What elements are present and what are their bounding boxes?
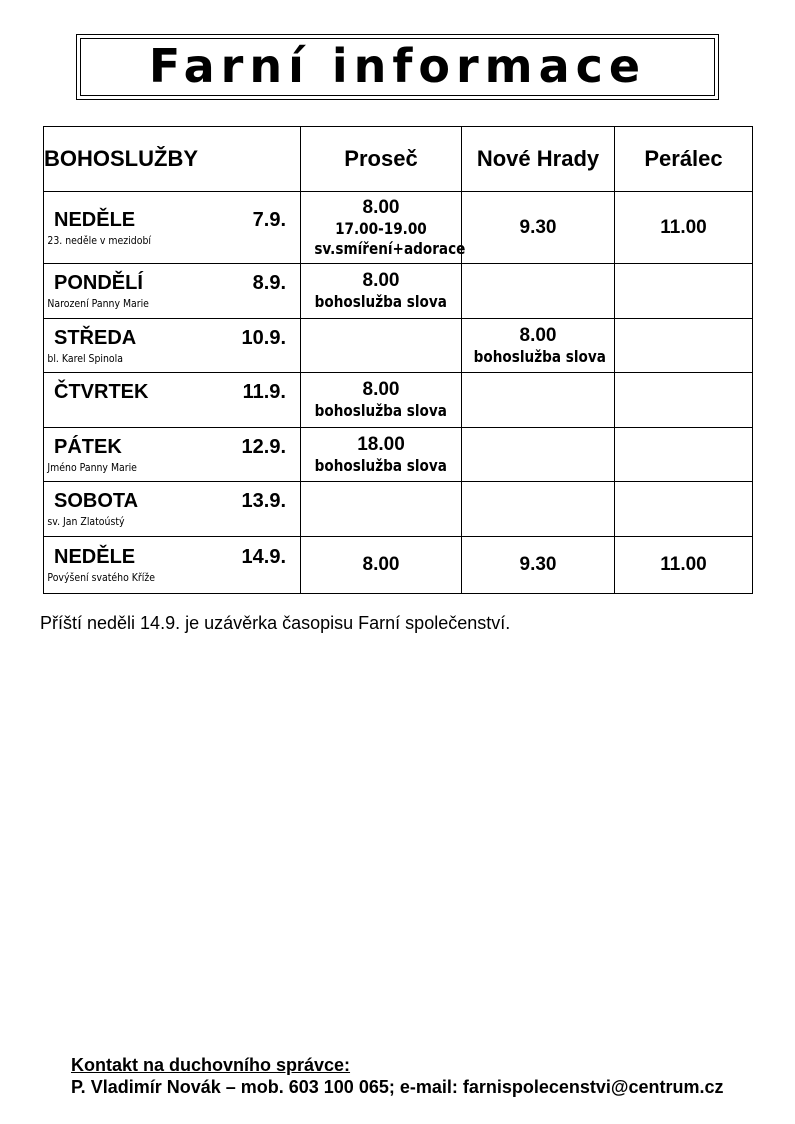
feast-name: Narození Panny Marie [47, 297, 149, 310]
feast-name: bl. Karel Spinola [47, 351, 123, 365]
service-note: bohoslužba slova [314, 455, 448, 475]
prosec-cell [301, 319, 462, 373]
day-date: 11.9. [242, 381, 286, 403]
prosec-cell [301, 373, 462, 428]
day-date: 14.9. [241, 546, 286, 568]
feast-name: sv. Jan Zlatoústý [47, 515, 125, 528]
prosec-cell [301, 264, 462, 319]
service-time: 11.00 [660, 216, 707, 238]
schedule-table [43, 126, 753, 594]
table-row [44, 192, 753, 264]
table-row [44, 264, 753, 319]
peralec-cell [615, 192, 753, 264]
feast-name: Jméno Panny Marie [47, 460, 137, 474]
nove-hrady-cell [462, 264, 615, 319]
title-box [76, 34, 719, 100]
nove-hrady-cell [462, 192, 615, 264]
day-name: NEDĚLE [54, 546, 136, 568]
day-date: 8.9. [252, 272, 286, 294]
header-services: BOHOSLUŽBY [44, 127, 301, 192]
prosec-cell [301, 428, 462, 482]
prosec-cell [301, 482, 462, 537]
table-row [44, 537, 753, 594]
day-name: STŘEDA [54, 326, 137, 349]
peralec-cell [615, 319, 753, 373]
peralec-cell [615, 373, 753, 428]
day-cell [44, 373, 301, 428]
nove-hrady-cell [462, 428, 615, 482]
service-time: 18.00 [357, 433, 405, 455]
day-date: 12.9. [241, 435, 286, 458]
peralec-cell [615, 537, 753, 594]
day-cell [44, 428, 301, 482]
service-note: sv.smíření+adorace [314, 238, 466, 258]
peralec-cell [615, 482, 753, 537]
service-time: 11.00 [660, 554, 707, 575]
feast-name: Povýšení svatého Kříže [47, 571, 156, 584]
service-time: 8.00 [519, 324, 557, 346]
deadline-note: Příští neděli 14.9. je uzávěrka časopisu Farní společenství. [40, 613, 511, 633]
prosec-cell [301, 537, 462, 594]
peralec-cell [615, 264, 753, 319]
service-time: 8.00 [362, 554, 400, 575]
peralec-cell [615, 428, 753, 482]
nove-hrady-cell [462, 319, 615, 373]
title-inner-frame [80, 38, 715, 96]
day-cell [44, 482, 301, 537]
contact-details: P. Vladimír Novák – mob. 603 100 065; e-mail: farnispolecenstvi@centrum.cz [71, 1077, 724, 1097]
day-cell [44, 264, 301, 319]
header-peralec: Perálec [615, 127, 753, 192]
service-note: 17.00-19.00 [335, 218, 427, 238]
table-row [44, 428, 753, 482]
contact-heading: Kontakt na duchovního správce: [71, 1055, 351, 1075]
day-name: ČTVRTEK [54, 381, 149, 403]
feast-name [44, 406, 262, 419]
day-cell [44, 537, 301, 594]
day-name: SOBOTA [54, 490, 139, 512]
table-row [44, 373, 753, 428]
header-nove-hrady: Nové Hrady [462, 127, 615, 192]
nove-hrady-cell [462, 373, 615, 428]
nove-hrady-cell [462, 482, 615, 537]
service-time: 8.00 [362, 379, 400, 400]
table-row [44, 482, 753, 537]
service-note: bohoslužba slova [314, 292, 448, 311]
header-prosec: Proseč [301, 127, 462, 192]
table-header-row [44, 127, 753, 192]
service-time: 9.30 [519, 554, 557, 575]
service-time: 8.00 [362, 196, 400, 218]
nove-hrady-cell [462, 537, 615, 594]
contact-block [71, 1054, 724, 1098]
table-row [44, 319, 753, 373]
service-time: 8.00 [362, 270, 400, 291]
service-note: bohoslužba slova [314, 401, 448, 420]
day-date: 7.9. [252, 208, 286, 231]
day-cell [44, 192, 301, 264]
day-name: PONDĚLÍ [54, 272, 143, 294]
day-name: PÁTEK [54, 435, 122, 458]
page-title: Farní informace [148, 39, 647, 93]
day-date: 13.9. [241, 490, 286, 512]
feast-name: 23. neděle v mezidobí [47, 233, 151, 247]
prosec-cell [301, 192, 466, 264]
service-time: 9.30 [519, 216, 557, 238]
day-date: 10.9. [241, 326, 286, 349]
service-note: bohoslužba slova [473, 346, 606, 366]
day-name: NEDĚLE [54, 208, 136, 231]
day-cell [44, 319, 301, 373]
